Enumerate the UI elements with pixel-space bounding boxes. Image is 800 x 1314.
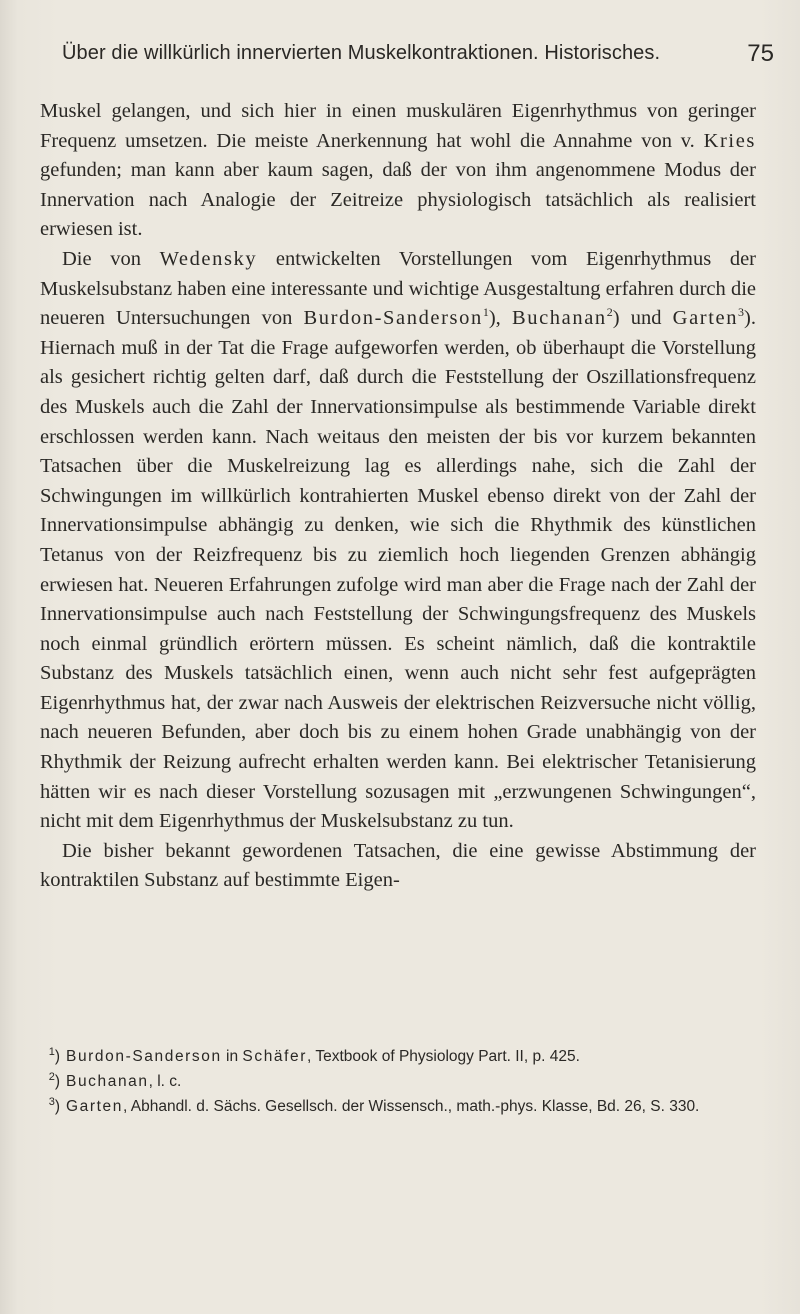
running-head: Über die willkürlich innervierten Muskelkontraktionen. Historisches. <box>62 42 661 64</box>
footnote-author: Burdon-Sanderson <box>66 1048 222 1065</box>
footnote-text: , Textbook of Physiology Part. II, p. 425. <box>307 1048 580 1065</box>
footnote-mark: $^1$) <box>48 1045 60 1065</box>
footnote-ref[interactable]: 2 <box>606 305 613 320</box>
footnote-ref[interactable]: 1 <box>482 305 489 320</box>
paragraph-2-text-1: Die von <box>62 247 160 270</box>
footnote-mark: $^3$) <box>48 1095 60 1115</box>
footnote-3 <box>40 1096 756 1117</box>
footnote-author: Garten <box>66 1098 123 1115</box>
author-name: Burdon-Sanderson <box>303 307 483 330</box>
footnotes <box>40 1046 756 1121</box>
page-header <box>62 40 774 74</box>
paragraph-2 <box>40 245 756 837</box>
footnote-1 <box>40 1046 756 1067</box>
author-name: Garten <box>672 307 739 330</box>
paragraph-1-text: Muskel gelangen, und sich hier in einen muskulären Eigenrhythmus von geringer Frequenz umsetzen. Die meiste Anerkennung hat wohl die Annahme von v. <box>40 100 756 152</box>
footnote-text: , l. c. <box>148 1073 182 1090</box>
body-text <box>40 97 756 896</box>
paragraph-2-text-4: ) und <box>612 307 673 330</box>
footnote-text: in <box>221 1048 243 1065</box>
paragraph-2-text-5: ). Hiernach muß in der Tat die Frage aufgeworfen werden, ob überhaupt die Vorstellung als gesichert richtig gelten darf, daß durch die Feststellung der Oszillationsfrequenz des Muskels auch die Zahl der Innervationsimpulse als bestimmende Variable direkt erschlossen werden kann. Nach weitaus den meisten der bis vor kurzem bekannten Tatsachen über die Muskelreizung lag es allerdings nahe, sich die Zahl der Schwingungen im willkürlich kontrahierten Muskel ebenso direkt von der Zahl der Innervationsimpulse abhängig zu denken, wie sich die Rhythmik des künstlichen Tetanus von der Reizfrequenz bis zu ziemlich hoch liegenden Grenzen abhängig erwiesen hat. Neueren Erfahrungen zufolge wird man aber die Frage nach der Zahl der Innervationsimpulse auch nach Feststellung der Schwingungsfrequenz des Muskels noch einmal gründlich erörtern müssen. Es scheint nämlich, daß die kontraktile Substanz des Muskels tatsächlich einen, wenn auch nicht sehr fest aufgeprägten Eigenrhythmus hat, der zwar nach Ausweis der elektrischen Reizversuche nicht völlig, nach neueren Befunden, aber doch bis zu einem hohen Grade unabhängig von der Rhythmik der Reizung aufrecht erhalten werden kann. Bei elektrischer Tetanisierung hätten wir es nach dieser Vorstellung sozusagen mit „erzwungenen Schwingungen“, nicht mit dem Eigenrhythmus der Muskelsubstanz zu tun. <box>40 307 756 833</box>
footnote-text: , Abhandl. d. Sächs. Gesellsch. der Wissensch., math.-phys. Klasse, Bd. 26, S. 330. <box>123 1098 700 1115</box>
paragraph-1-text-2: gefunden; man kann aber kaum sagen, daß der von ihm angenommene Modus der Innervation nach Analogie der Zeitreize physiologisch tatsächlich als realisiert erwiesen ist. <box>40 159 756 241</box>
footnote-number: 3 <box>48 1095 55 1108</box>
footnote-author: Schäfer <box>242 1048 308 1065</box>
paragraph-1 <box>40 97 756 245</box>
footnote-mark: $^2$) <box>48 1070 60 1090</box>
footnote-2 <box>40 1071 756 1092</box>
footnote-number: 1 <box>48 1045 55 1058</box>
footnote-number: 2 <box>48 1070 55 1083</box>
paragraph-2-text-2: entwickelten Vorstellungen vom Eigenrhythmus der Muskelsubstanz haben eine interessante und wichtige Ausgestaltung erfahren durch die neueren Untersuchungen von <box>40 247 756 330</box>
author-name: Buchanan <box>511 307 607 330</box>
author-name: Kries <box>703 129 756 152</box>
footnote-ref[interactable]: 3 <box>738 305 745 320</box>
footnote-author: Buchanan <box>66 1073 149 1090</box>
paragraph-3 <box>40 837 756 896</box>
author-name: Wedensky <box>159 247 258 270</box>
paragraph-3-text: Die bisher bekannt gewordenen Tatsachen, die eine gewisse Abstimmung der kontraktilen Substanz auf bestimmte Eigen- <box>40 839 756 892</box>
paragraph-2-text-3: ), <box>488 307 512 330</box>
page-number: 75 <box>747 40 774 67</box>
